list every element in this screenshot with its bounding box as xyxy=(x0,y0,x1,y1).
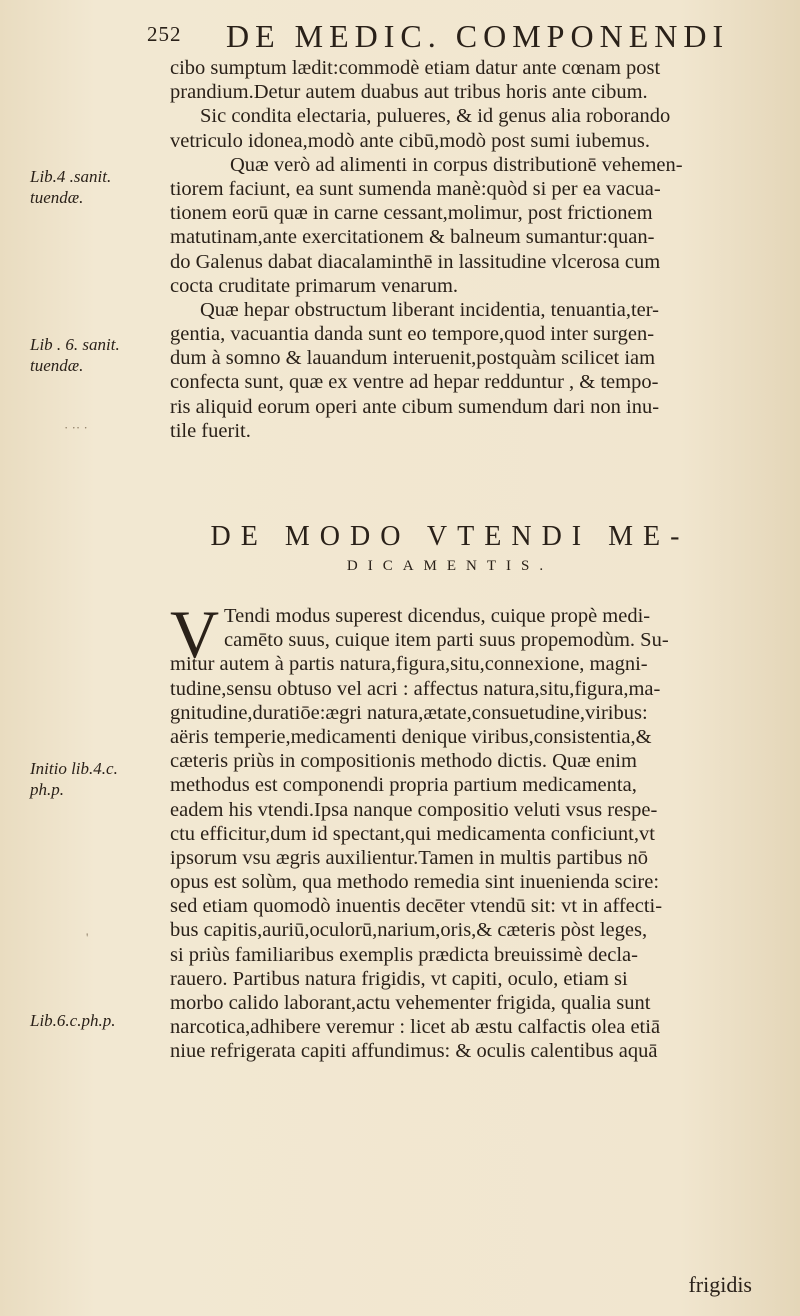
text-line: cibo sumptum lædit:commodè etiam datur ante cœnam post xyxy=(170,57,661,79)
drop-cap: V xyxy=(170,596,220,672)
text-line: confecta sunt, quæ ex ventre ad hepar redduntur , & tempo- xyxy=(170,371,659,394)
text-line: vetriculo idonea,modò ante cibū,modò post sumi iubemus. xyxy=(170,129,650,152)
text-line: Tendi modus superest dicendus, cuique propè medi- xyxy=(224,605,651,627)
text-line: opus est solùm, qua methodo remedia sint inuenienda scire: xyxy=(170,871,660,894)
text-line: cocta cruditate primarum venarum. xyxy=(170,274,459,297)
text-line: si priùs familiaribus exemplis prædicta breuissimè decla- xyxy=(170,943,638,966)
text-line: methodus est componendi propria partium medicamenta, xyxy=(170,774,637,797)
text-line: camēto suus, cuique item parti suus propemodùm. Su- xyxy=(224,629,669,652)
text-line: ris aliquid eorum operi ante cibum sumendum dari non inu- xyxy=(170,395,660,418)
catchword: frigidis xyxy=(688,1272,752,1297)
text-line: tiorem faciunt, ea sunt sumenda manè:quòd si per ea vacua- xyxy=(170,177,661,200)
ink-speck: · ·· · xyxy=(64,420,88,435)
text-line: rauero. Partibus natura frigidis, vt capiti, oculo, etiam si xyxy=(170,967,628,990)
margin-note-line: Lib.4 .sanit. xyxy=(30,167,112,186)
text-line: gnitudine,duratiōe:ægri natura,ætate,consuetudine,viribus: xyxy=(170,701,648,724)
text-line: prandium.Detur autem duabus aut tribus horis ante cibum. xyxy=(170,81,648,104)
text-line: ipsorum vsu ægris auxilientur.Tamen in multis partibus nō xyxy=(170,846,649,869)
text-block-upper xyxy=(170,56,770,443)
ink-speck: ' xyxy=(86,930,89,945)
margin-note-line: ph.p. xyxy=(30,780,64,799)
margin-note-line: tuendæ. xyxy=(30,188,84,207)
section-subtitle: DICAMENTIS. xyxy=(346,558,554,574)
text-line: tionem eorū quæ in carne cessant,molimur, post frictionem xyxy=(170,202,653,225)
margin-note xyxy=(30,334,170,376)
text-line: niue refrigerata capiti affundimus: & oculis calentibus aquā xyxy=(170,1040,658,1063)
margin-note-line: tuendæ. xyxy=(30,356,84,375)
text-line: tile fuerit. xyxy=(170,419,251,442)
text-line: narcotica,adhibere veremur : licet ab æstu calfactis olea etiā xyxy=(170,1016,661,1039)
text-line: do Galenus dabat diacalaminthē in lassitudine vlcerosa cum xyxy=(170,250,661,273)
text-line: matutinam,ante exercitationem & balneum sumantur:quan- xyxy=(170,226,655,249)
margin-note-line: Initio lib.4.c. xyxy=(30,759,118,778)
margin-note-line: Lib . 6. sanit. xyxy=(30,335,120,354)
running-head: DE MEDIC. COMPONENDI xyxy=(226,18,730,54)
text-block-lower xyxy=(170,596,770,1064)
text-line: Quæ hepar obstructum liberant incidentia, tenuantia,ter- xyxy=(200,298,659,321)
text-line: aëris temperie,medicamenti denique viribus,consistentia,& xyxy=(170,725,652,748)
text-line: Quæ verò ad alimenti in corpus distributionē vehemen- xyxy=(230,153,683,176)
text-line: eadem his vtendi.Ipsa nanque compositio veluti vsus respe- xyxy=(170,798,658,821)
margin-note-line: Lib.6.c.ph.p. xyxy=(30,1011,116,1030)
margin-note xyxy=(30,1010,170,1031)
section-title: DE MODO VTENDI ME- xyxy=(210,521,690,552)
text-line: tudine,sensu obtuso vel acri : affectus natura,situ,figura,ma- xyxy=(170,677,661,700)
text-line: bus capitis,auriū,oculorū,narium,oris,& cæteris pòst leges, xyxy=(170,919,648,942)
text-line: ctu efficitur,dum id spectant,qui medicamenta conficiunt,vt xyxy=(170,822,655,845)
text-line: gentia, vacuantia danda sunt eo tempore,quod inter surgen- xyxy=(170,323,655,346)
text-line: dum à somno & lauandum interuenit,postquàm scilicet iam xyxy=(170,347,656,370)
text-line: sed etiam quomodò inuentis decēter vtendū sit: vt in affecti- xyxy=(170,895,663,918)
page-number: 252 xyxy=(147,22,182,46)
text-line: morbo calido laborant,actu vehementer frigida, qualia sunt xyxy=(170,992,651,1014)
margin-note xyxy=(30,758,170,800)
text-line: mitur autem à partis natura,figura,situ,connexione, magni- xyxy=(170,653,648,676)
page-header xyxy=(0,18,800,58)
text-line: Sic condita electaria, pulueres, & id genus alia roborando xyxy=(200,105,671,128)
text-line: cæteris priùs in compositionis methodo dictis. Quæ enim xyxy=(170,750,637,773)
margin-note xyxy=(30,166,170,208)
